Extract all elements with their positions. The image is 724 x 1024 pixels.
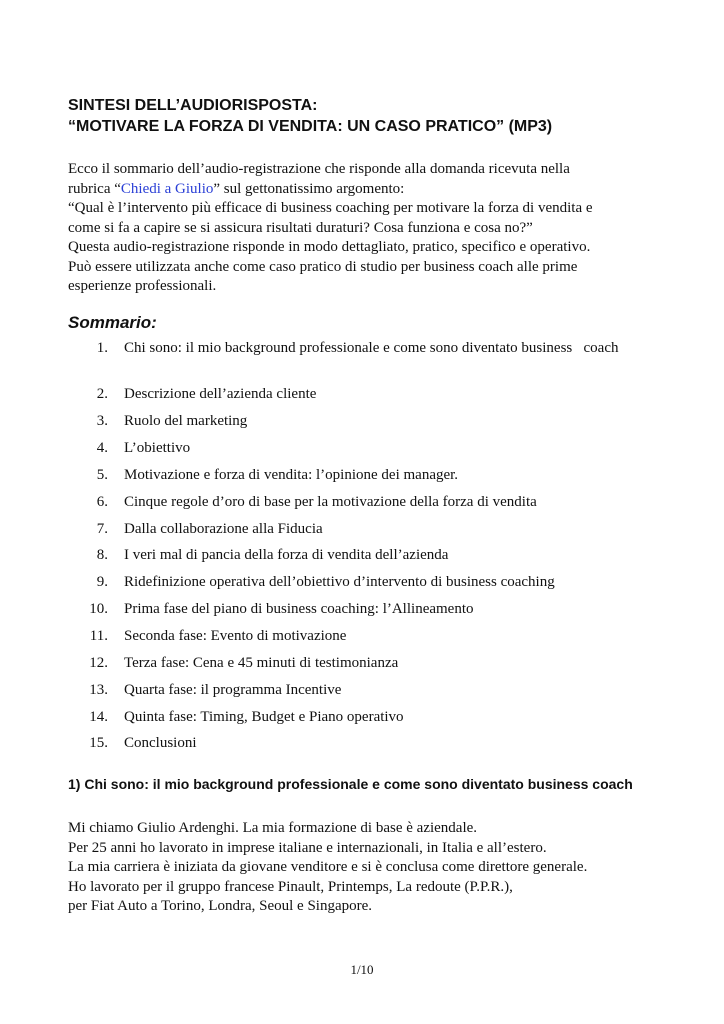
summary-item-text: Prima fase del piano di business coaching: l’Allineamento <box>124 601 474 617</box>
intro-line-1: Ecco il sommario dell’audio-registrazione che risponde alla domanda ricevuta nella <box>68 161 570 177</box>
summary-item-text: Terza fase: Cena e 45 minuti di testimonianza <box>124 655 399 671</box>
summary-item-text: L’obiettivo <box>124 440 191 456</box>
intro-line-2-end: ” sul gettonatissimo argomento: <box>213 180 405 197</box>
title-line-2: “MOTIVARE LA FORZA DI VENDITA: UN CASO PRATICO” (MP3) <box>68 118 553 135</box>
page-number: 1/10 <box>350 962 374 977</box>
intro-line-3: “Qual è l’intervento più efficace di business coaching per motivare la forza di vendita e <box>68 200 593 216</box>
summary-item-text: Descrizione dell’azienda cliente <box>124 386 317 402</box>
summary-item-number: 15. <box>89 735 108 751</box>
summary-item-text: Ruolo del marketing <box>124 413 248 429</box>
summary-item-number: 4. <box>96 440 108 456</box>
summary-item-text: Seconda fase: Evento di motivazione <box>124 628 347 644</box>
section-1-body <box>68 819 688 917</box>
summary-heading: Sommario: <box>68 313 157 332</box>
summary-item-text: Quarta fase: il programma Incentive <box>124 682 342 698</box>
section-1-line: Per 25 anni ho lavorato in imprese italiane e internazionali, in Italia e all’estero. <box>68 839 547 856</box>
summary-item-number: 14. <box>89 709 108 725</box>
intro-line-2-start: rubrica “ <box>68 180 121 197</box>
summary-item-number: 3. <box>96 413 108 429</box>
section-1-line: La mia carriera è iniziata da giovane venditore e si è conclusa come direttore generale. <box>68 859 588 875</box>
summary-item-number: 9. <box>96 574 108 590</box>
summary-item-number: 6. <box>96 494 108 510</box>
section-1-line: per Fiat Auto a Torino, Londra, Seoul e Singapore. <box>68 898 373 914</box>
summary-item-number: 8. <box>96 547 108 563</box>
summary-item-text: Cinque regole d’oro di base per la motivazione della forza di vendita <box>124 494 537 510</box>
intro-line-7: esperienze professionali. <box>68 278 217 294</box>
section-1-heading: 1) Chi sono: il mio background professionale e come sono diventato business coach <box>68 776 633 792</box>
summary-item-number: 5. <box>96 467 108 483</box>
intro-line-4: come si fa a capire se si assicura risultati duraturi? Cosa funziona e cosa no?” <box>68 219 533 236</box>
summary-item-number: 12. <box>89 655 108 671</box>
section-1-line: Mi chiamo Giulio Ardenghi. La mia formazione di base è aziendale. <box>68 820 478 836</box>
summary-item-number: 7. <box>96 521 108 537</box>
intro-line-5: Questa audio-registrazione risponde in modo dettagliato, pratico, specifico e operativo. <box>68 239 591 255</box>
summary-item-number: 2. <box>96 386 108 402</box>
summary-item-text: Quinta fase: Timing, Budget e Piano operativo <box>124 709 404 725</box>
chiedi-a-giulio-link[interactable]: Chiedi a Giulio <box>120 180 214 197</box>
summary-item-number: 13. <box>89 682 108 698</box>
summary-item-number: 1. <box>96 340 108 356</box>
summary-item-text: I veri mal di pancia della forza di vendita dell’azienda <box>124 547 449 563</box>
summary-item-number: 11. <box>89 628 108 644</box>
summary-item-text: Motivazione e forza di vendita: l’opinione dei manager. <box>124 467 459 483</box>
summary-item-text: Dalla collaborazione alla Fiducia <box>124 521 323 537</box>
summary-item-text: Conclusioni <box>124 735 197 751</box>
summary-item-text: Chi sono: il mio background professionale e come sono diventato business coach <box>124 340 619 356</box>
summary-item-number: 10. <box>89 601 108 617</box>
intro-line-6: Può essere utilizzata anche come caso pratico di studio per business coach alle prime <box>68 258 578 275</box>
summary-item-text: Ridefinizione operativa dell’obiettivo d’intervento di business coaching <box>124 574 555 590</box>
section-1-line: Ho lavorato per il gruppo francese Pinault, Printemps, La redoute (P.P.R.), <box>68 878 513 895</box>
title-line-1: SINTESI DELL’AUDIORISPOSTA: <box>68 97 318 114</box>
